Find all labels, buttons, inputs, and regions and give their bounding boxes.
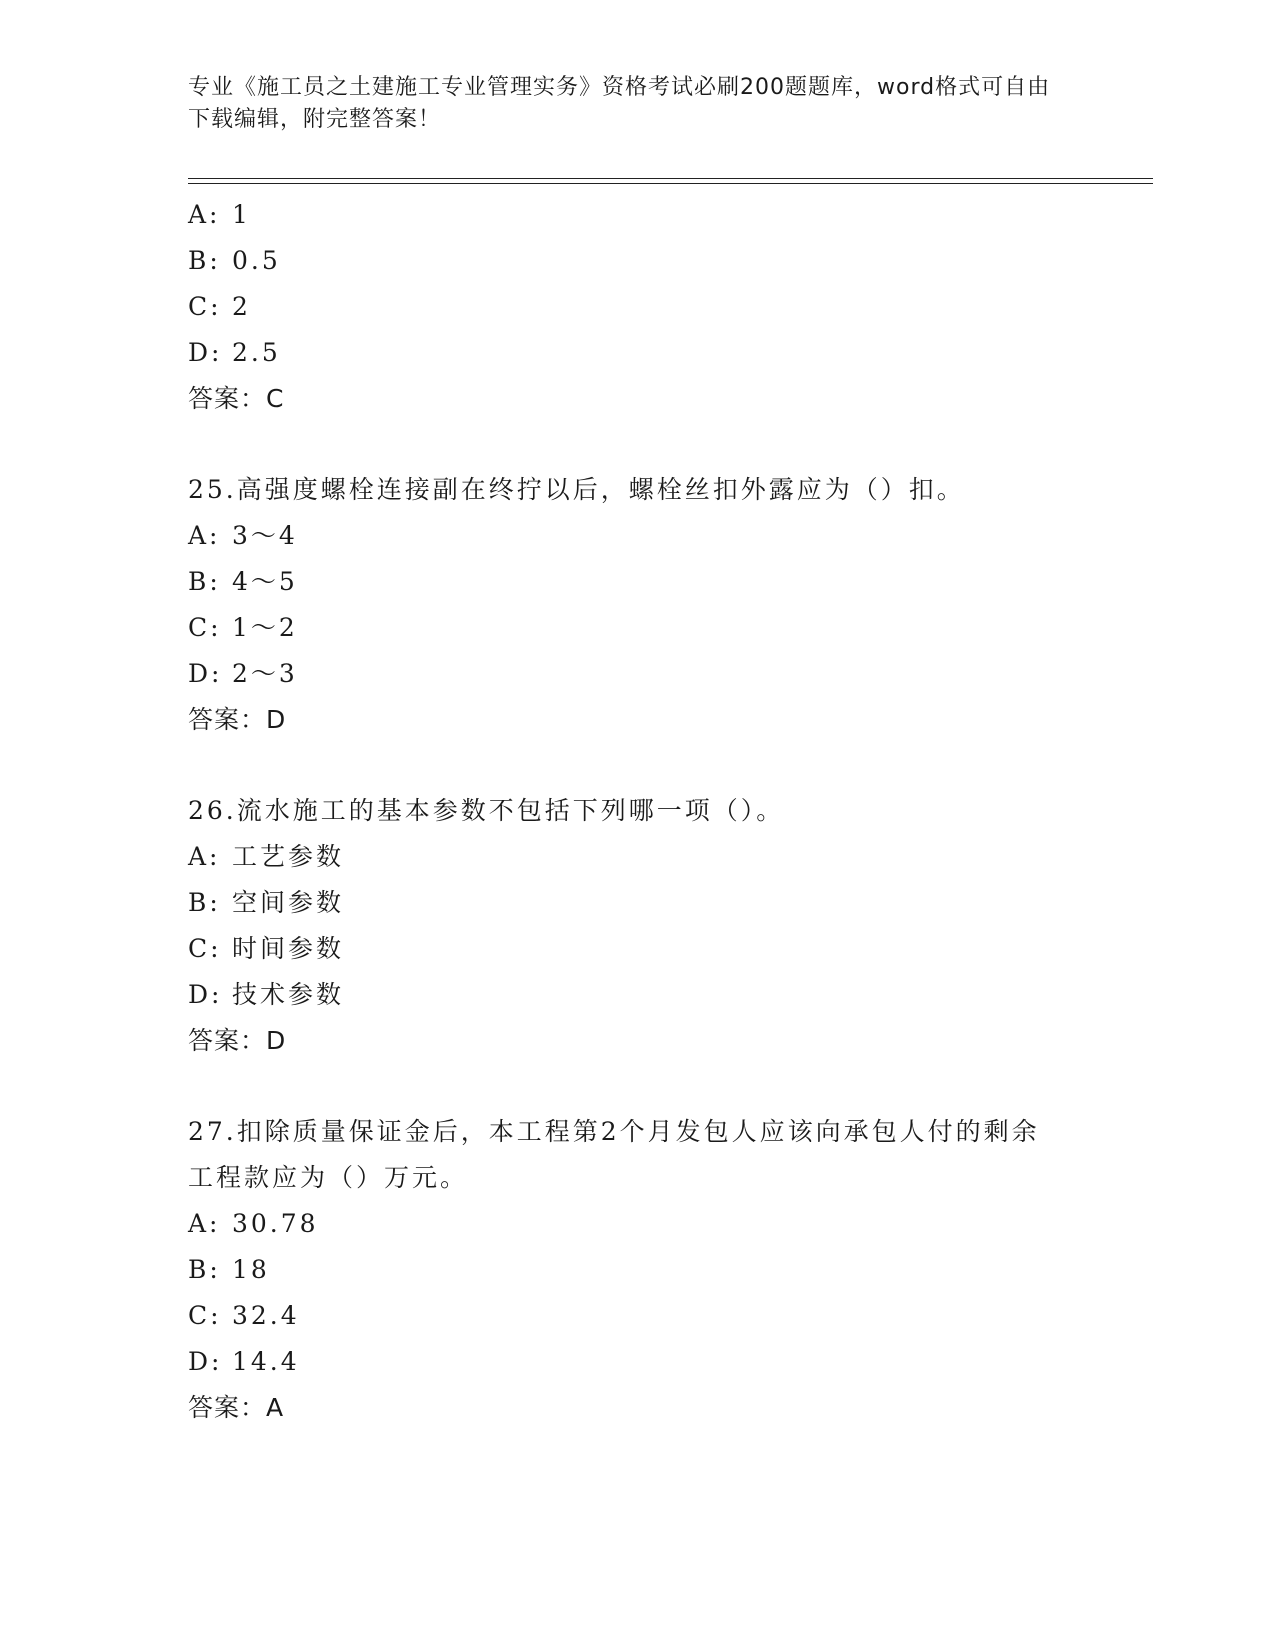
option-a: A: 1 <box>188 200 251 229</box>
option-a: A: 3～4 <box>188 521 298 550</box>
question-27 <box>188 1109 1088 1431</box>
answer: 答案：A <box>188 1393 285 1422</box>
header-rule-bottom <box>188 183 1153 184</box>
question-26 <box>188 788 1088 1064</box>
option-c: C: 32.4 <box>188 1301 300 1330</box>
option-c: C: 1～2 <box>188 613 298 642</box>
question-stem: 26.流水施工的基本参数不包括下列哪一项（）。 <box>188 796 785 825</box>
option-b: B: 0.5 <box>188 246 281 275</box>
question-stem: 27.扣除质量保证金后，本工程第2个月发包人应该向承包人付的剩余 <box>188 1117 1040 1146</box>
option-b: B: 18 <box>188 1255 270 1284</box>
document-header: 专业《施工员之土建施工专业管理实务》资格考试必刷200题题库，word格式可自由下载编辑，附完整答案！ <box>188 75 1051 132</box>
spacer <box>188 1064 1088 1109</box>
option-d: D: 技术参数 <box>188 980 345 1009</box>
spacer <box>188 743 1088 788</box>
option-d: D: 2.5 <box>188 338 281 367</box>
question-25 <box>188 467 1088 743</box>
header-rule-top <box>188 178 1153 179</box>
question-stem-continued: 工程款应为（）万元。 <box>188 1163 469 1192</box>
option-d: D: 14.4 <box>188 1347 300 1376</box>
answer: 答案：D <box>188 705 287 734</box>
option-d: D: 2～3 <box>188 659 298 688</box>
option-a: A: 工艺参数 <box>188 842 345 871</box>
question-stem: 25.高强度螺栓连接副在终拧以后，螺栓丝扣外露应为（）扣。 <box>188 475 965 504</box>
question-list <box>188 192 1088 1431</box>
option-b: B: 4～5 <box>188 567 298 596</box>
option-c: C: 2 <box>188 292 251 321</box>
spacer <box>188 422 1088 467</box>
answer: 答案：C <box>188 384 285 413</box>
option-c: C: 时间参数 <box>188 934 345 963</box>
answer: 答案：D <box>188 1026 287 1055</box>
option-b: B: 空间参数 <box>188 888 345 917</box>
option-a: A: 30.78 <box>188 1209 319 1238</box>
question-24 <box>188 192 1088 422</box>
